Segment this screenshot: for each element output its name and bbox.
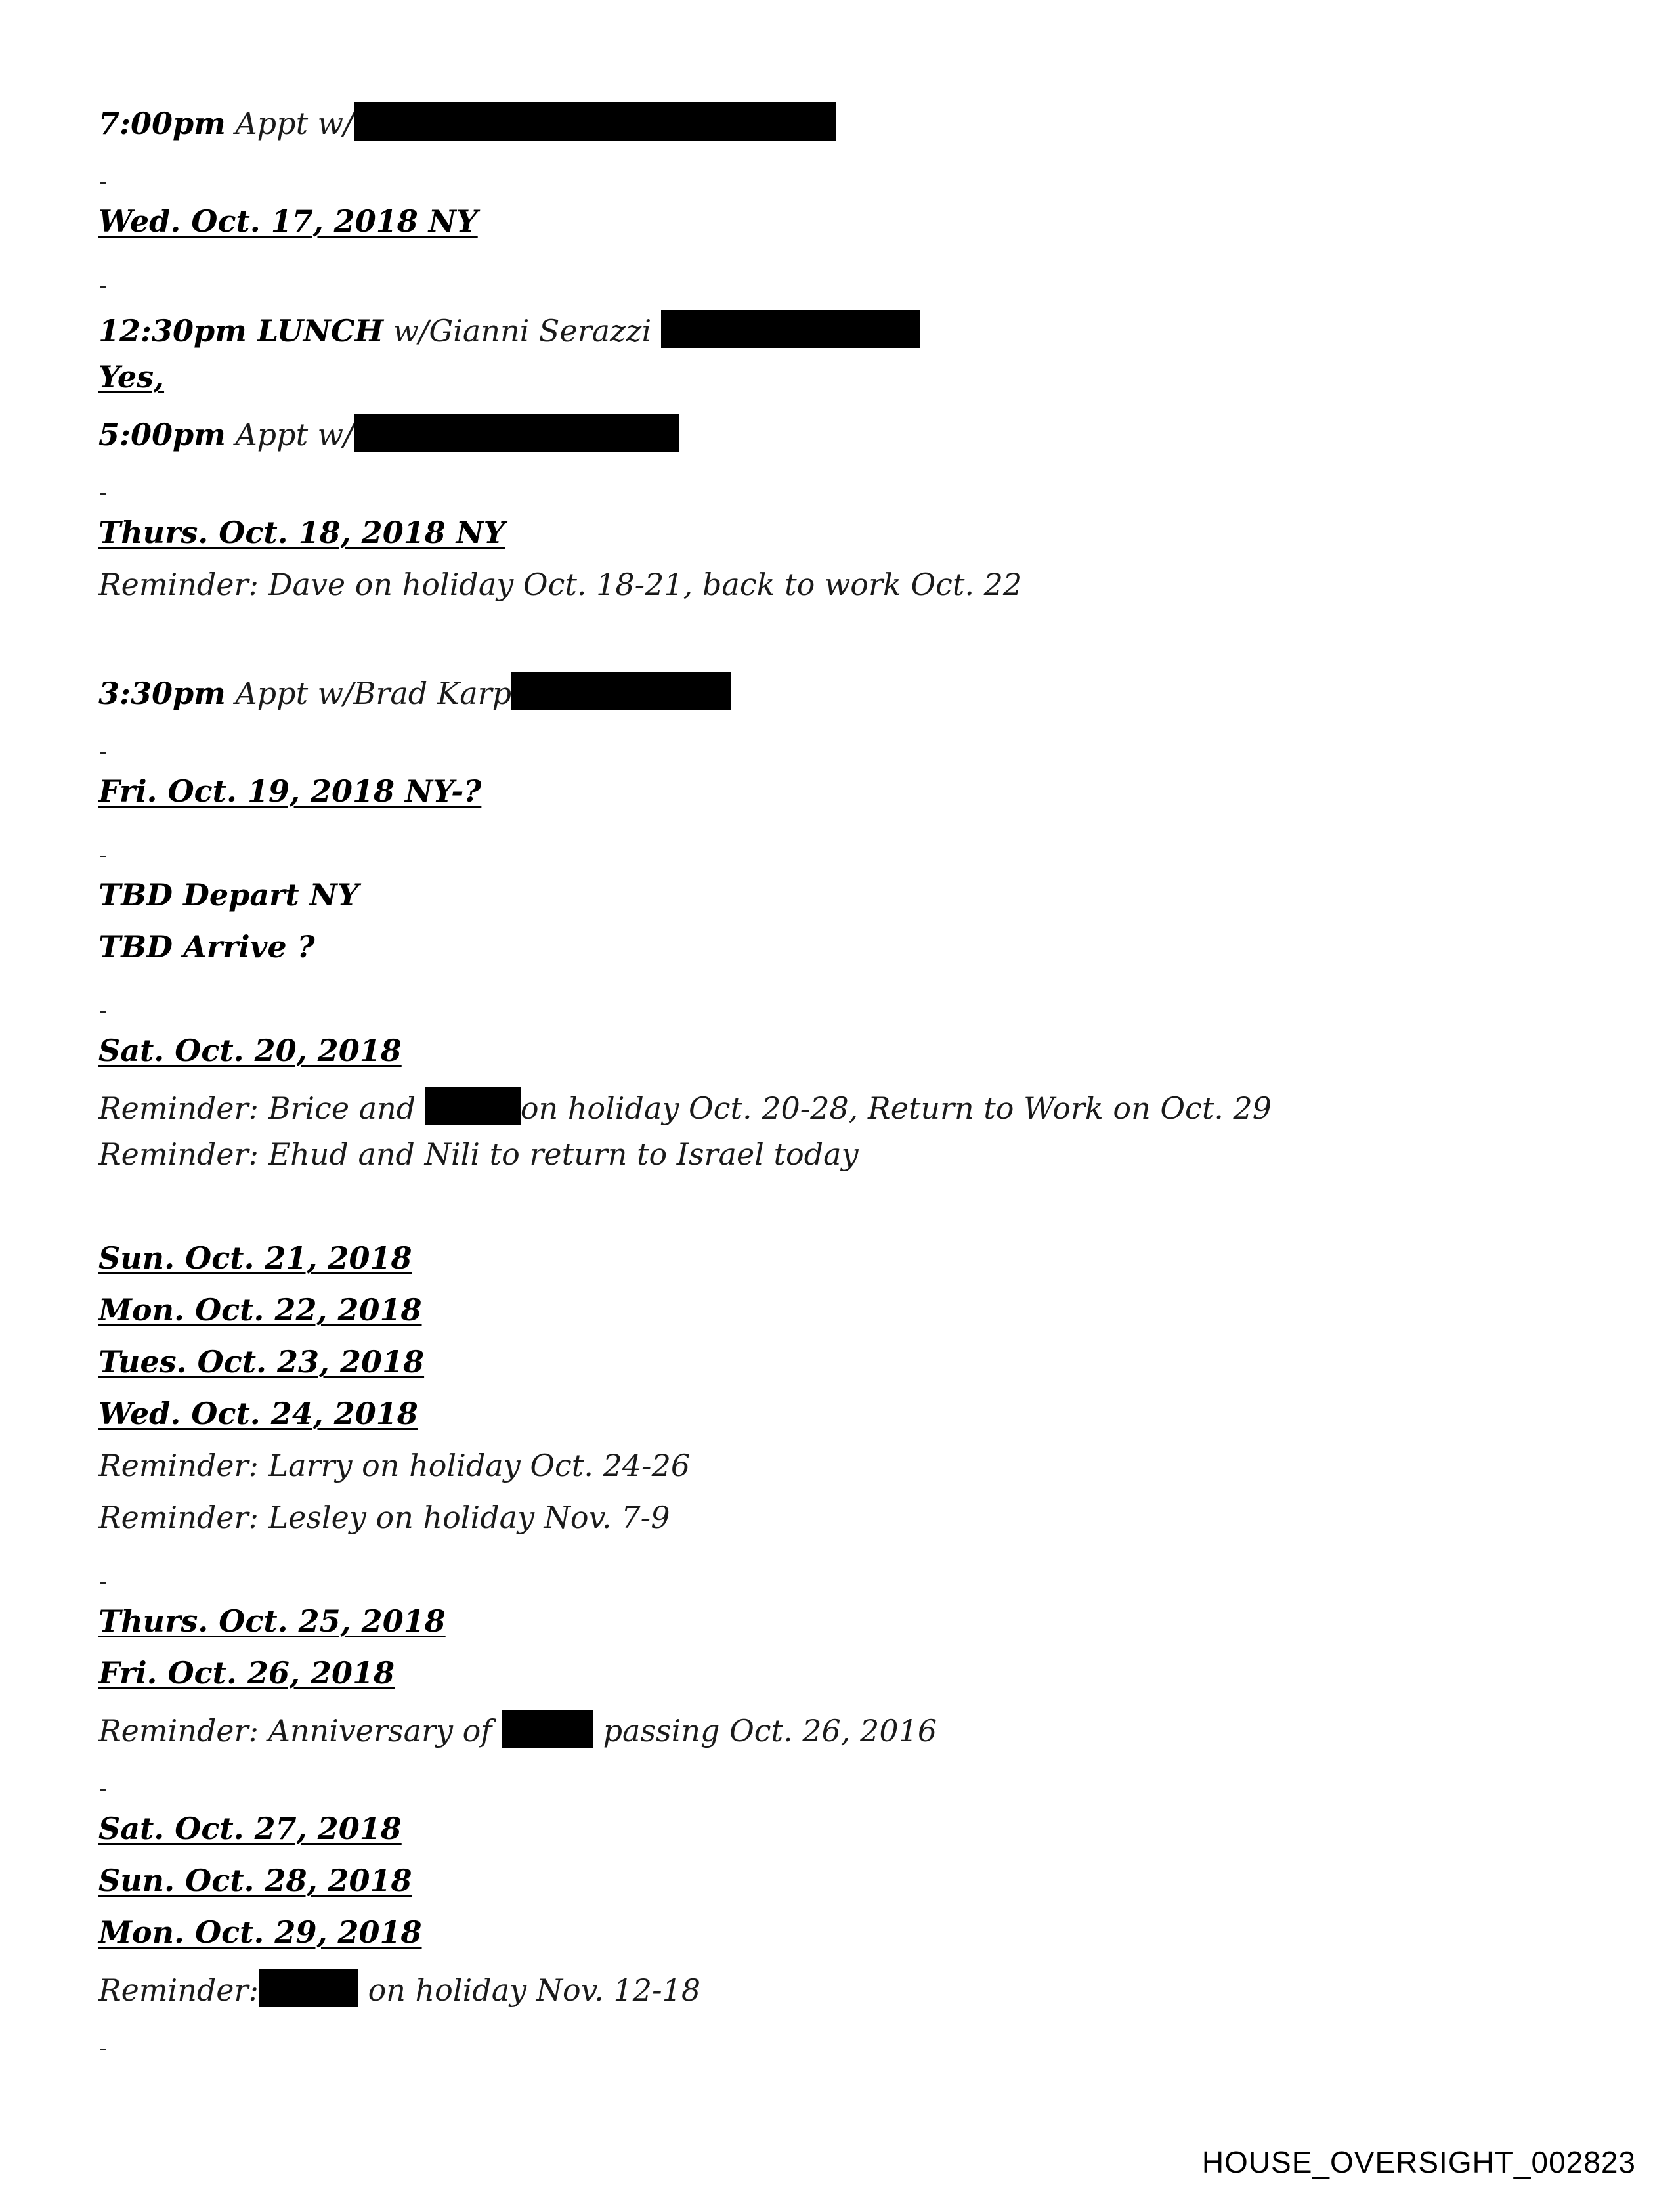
date-heading: Sun. Oct. 21, 2018 [98,1240,412,1276]
separator-dash [100,856,106,857]
redaction-block [511,672,731,710]
date-heading: Thurs. Oct. 25, 2018 [98,1603,446,1639]
date-heading: Sat. Oct. 27, 2018 [98,1811,402,1846]
reminder-text: on holiday Oct. 20-28, Return to Work on Oct. 29 [520,1091,1272,1126]
reminder-line [98,1710,937,1748]
redaction-block [661,310,920,348]
appointment-text: Appt w/ [225,417,354,452]
reminder-line: Reminder: Larry on holiday Oct. 24-26 [98,1448,691,1483]
reminder-line: Reminder: Lesley on holiday Nov. 7-9 [98,1500,670,1535]
redaction-block [502,1710,593,1748]
separator-dash [100,2049,106,2050]
appointment-text: w/Gianni Serazzi [383,313,661,349]
date-heading: Mon. Oct. 22, 2018 [98,1292,422,1328]
appointment-time: 7:00pm [98,106,226,141]
travel-note: TBD Arrive ? [98,929,315,965]
date-heading: Fri. Oct. 26, 2018 [98,1655,395,1691]
separator-dash [100,1582,106,1584]
reminder-line [98,1087,1272,1125]
appointment-line [98,672,731,710]
date-heading: Thurs. Oct. 18, 2018 NY [98,515,505,550]
separator-dash [100,1011,106,1013]
appointment-text: Appt w/Brad Karp [225,676,512,711]
appointment-line [98,102,836,141]
date-heading: Wed. Oct. 17, 2018 NY [98,204,478,239]
date-heading: Sun. Oct. 28, 2018 [98,1863,412,1898]
appointment-text: Appt w/ [225,106,354,141]
redaction-block [259,1969,358,2007]
date-heading: Fri. Oct. 19, 2018 NY-? [98,773,482,809]
reminder-line: Reminder: Ehud and Nili to return to Israel today [98,1137,859,1172]
reminder-text: on holiday Nov. 12-18 [358,1972,701,2008]
reminder-text: passing Oct. 26, 2016 [593,1713,937,1748]
yes-note: Yes, [98,359,165,395]
redaction-block [354,102,836,141]
bates-number: HOUSE_OVERSIGHT_002823 [1201,2145,1636,2179]
appointment-line [98,414,679,452]
appointment-time: 3:30pm [98,676,226,711]
redaction-block [354,414,679,452]
separator-dash [100,286,106,288]
appointment-line [98,310,920,348]
travel-note: TBD Depart NY [98,877,359,913]
date-heading: Wed. Oct. 24, 2018 [98,1396,418,1431]
appointment-time: 12:30pm LUNCH [98,313,383,349]
reminder-line [98,1969,700,2007]
reminder-text: Reminder: Anniversary of [98,1713,502,1748]
separator-dash [100,493,106,495]
date-heading: Sat. Oct. 20, 2018 [98,1033,402,1068]
appointment-time: 5:00pm [98,417,226,452]
redaction-block [425,1087,521,1125]
date-heading: Tues. Oct. 23, 2018 [98,1344,425,1379]
reminder-text: Reminder: Brice and [98,1091,425,1126]
reminder-text: Reminder: [98,1972,259,2008]
date-heading: Mon. Oct. 29, 2018 [98,1915,422,1950]
separator-dash [100,182,106,184]
separator-dash [100,752,106,754]
separator-dash [100,1789,106,1791]
reminder-line: Reminder: Dave on holiday Oct. 18-21, back to work Oct. 22 [98,567,1023,602]
